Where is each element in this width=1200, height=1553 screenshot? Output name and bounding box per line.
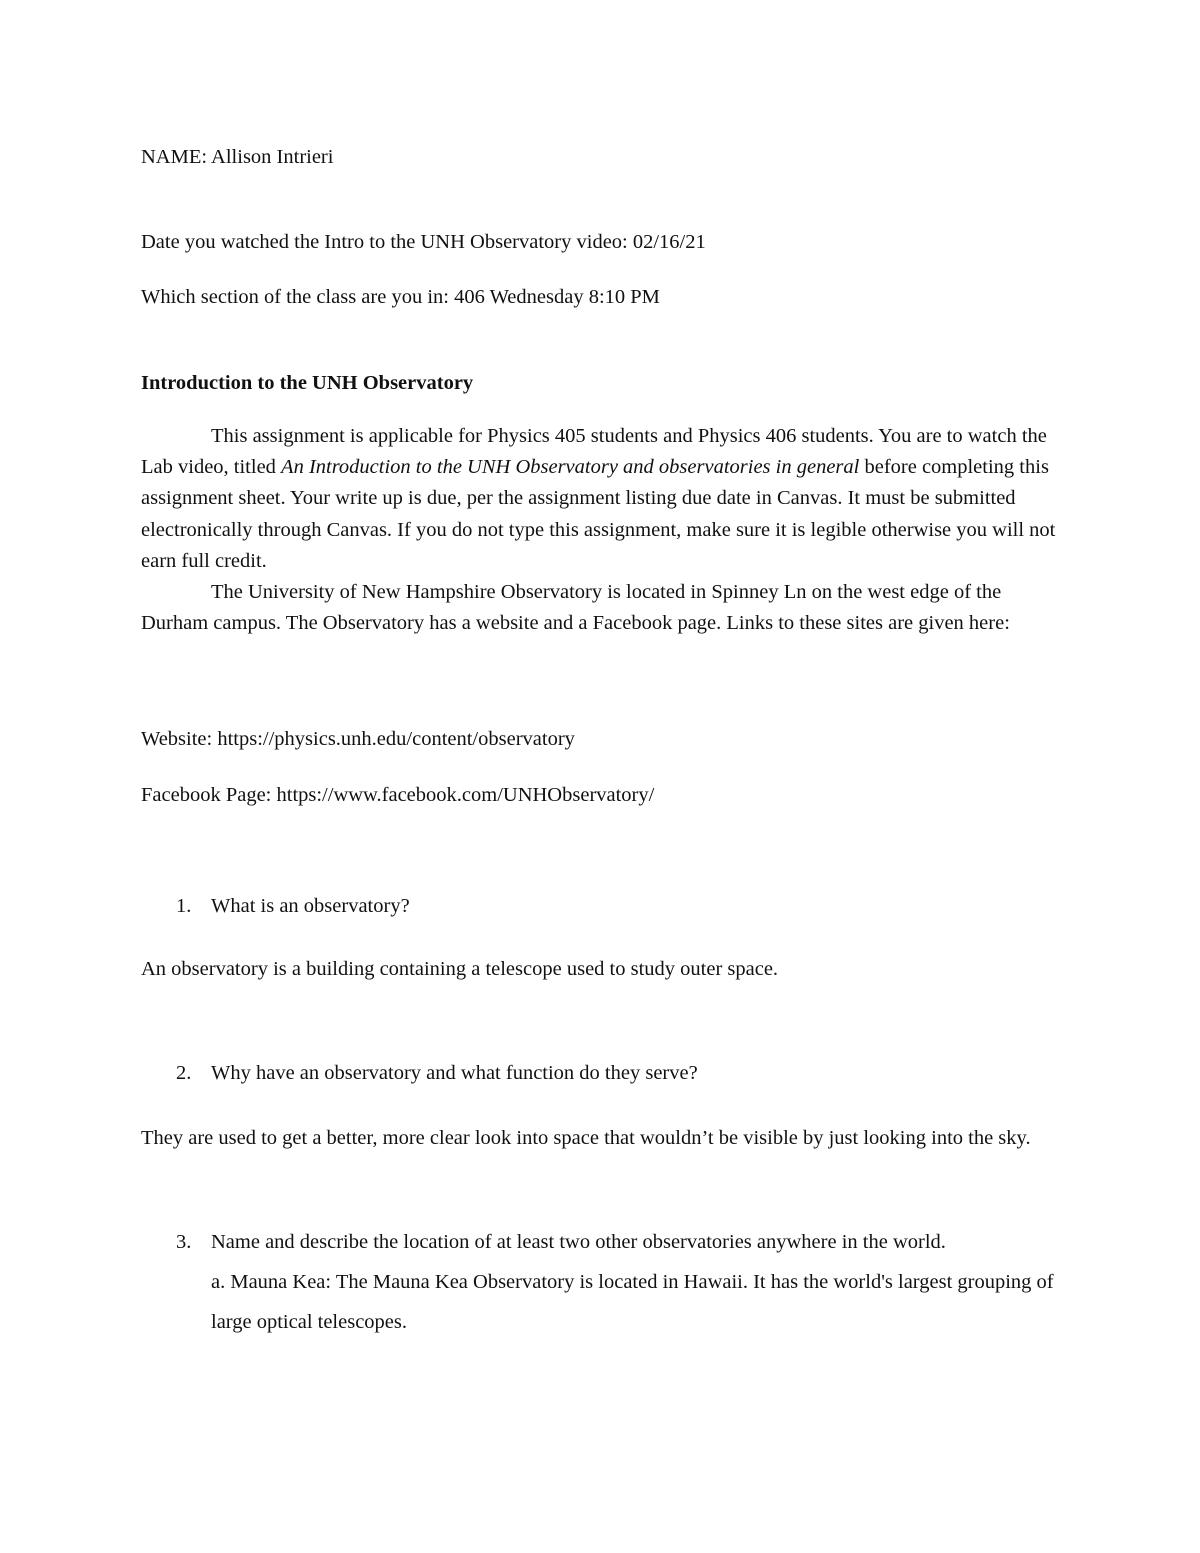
intro-paragraph-1: [141, 421, 1066, 577]
student-name: NAME: Allison Intrieri: [141, 146, 334, 168]
question-1: [141, 893, 410, 919]
section-heading: Introduction to the UNH Observatory: [141, 372, 474, 394]
facebook-link[interactable]: Facebook Page: https://www.facebook.com/UNHObservatory/: [141, 784, 655, 806]
video-title: An Introduction to the UNH Observatory and observatories in general: [281, 456, 860, 479]
question-2: [141, 1060, 698, 1086]
answer-2: They are used to get a better, more clear look into space that wouldn’t be visible by just looking into the sky.: [141, 1127, 1031, 1149]
question-text: Name and describe the location of at least two other observatories anywhere in the world.: [211, 1231, 946, 1253]
question-text: What is an observatory?: [211, 895, 410, 917]
question-3: [141, 1229, 946, 1255]
date-watched: Date you watched the Intro to the UNH Observatory video: 02/16/21: [141, 231, 706, 253]
class-section: Which section of the class are you in: 406 Wednesday 8:10 PM: [141, 286, 660, 308]
answer-1: An observatory is a building containing a telescope used to study outer space.: [141, 958, 779, 980]
question-number: 2.: [176, 1062, 192, 1084]
intro-paragraph-2: The University of New Hampshire Observatory is located in Spinney Ln on the west edge of the Durham campus. The Observatory has a website and a Facebook page. Links to these sites are given here:: [141, 581, 1010, 635]
answer-3: a. Mauna Kea: The Mauna Kea Observatory is located in Hawaii. It has the world's largest grouping of large optical telescopes.: [211, 1271, 1054, 1333]
intro-text-b: before completing this assignment sheet. Your write up is due, per the assignment listing due date in Canvas. It must be submitted electronically through Canvas. If you do not type this assignment, make sure it is legible otherwise you will not earn full credit.: [141, 456, 1056, 572]
question-number: 1.: [176, 895, 192, 917]
intro-paragraphs: [141, 421, 1066, 639]
question-text: Why have an observatory and what function do they serve?: [211, 1062, 698, 1084]
website-link[interactable]: Website: https://physics.unh.edu/content/observatory: [141, 728, 575, 750]
intro-text-a: This assignment is applicable for Physics 405 students and Physics 406 students. You are to watch the Lab video, titled: [141, 425, 1047, 479]
question-number: 3.: [176, 1231, 192, 1253]
